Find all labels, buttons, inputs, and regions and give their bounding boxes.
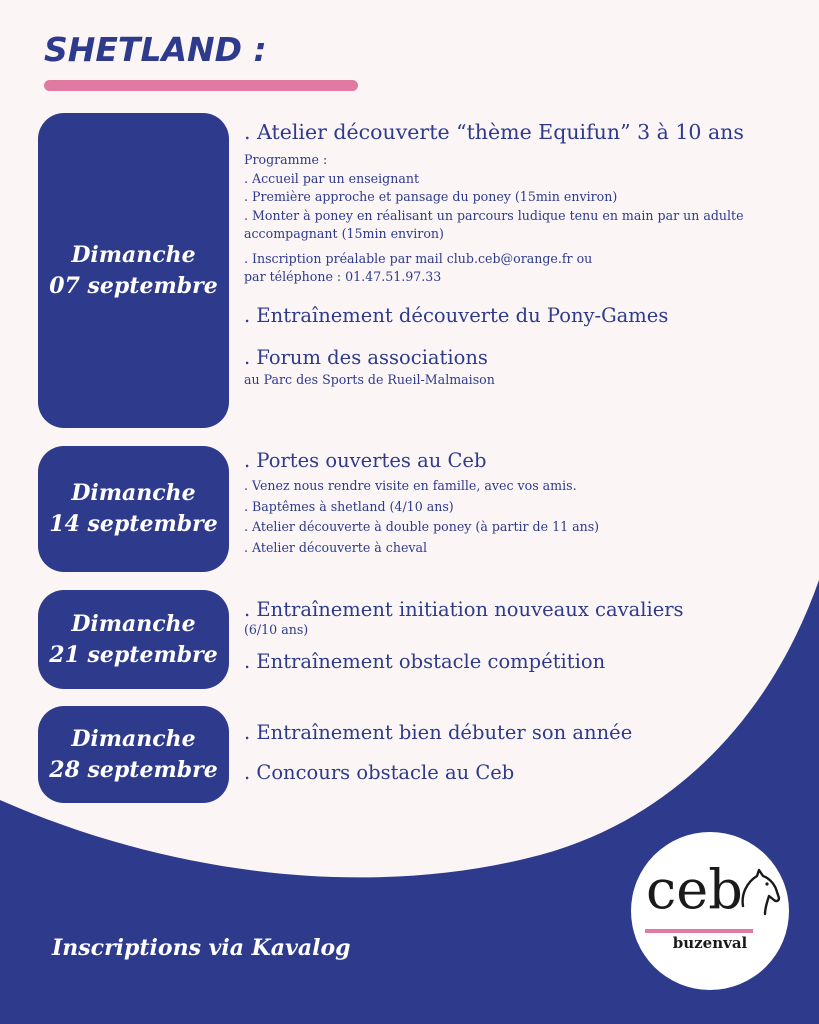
date-box-21-septembre <box>38 590 229 689</box>
event-line: . Venez nous rendre visite en famille, avec vos amis. <box>244 478 577 493</box>
page-title: SHETLAND : <box>44 30 267 69</box>
event-section-14-septembre <box>244 448 804 557</box>
concours-obstacle-title: . Concours obstacle au Ceb <box>244 761 515 784</box>
programme-label: Programme : <box>244 152 328 167</box>
date-day: Dimanche <box>71 725 196 752</box>
programme-item: . Première approche et pansage du poney (15min environ) <box>244 189 618 204</box>
event-line: . Atelier découverte à double poney (à partir de 11 ans) <box>244 519 600 534</box>
logo-wordmark: ceb <box>646 858 743 921</box>
inscription-text: . Inscription préalable par mail club.ceb@orange.fr ou <box>244 250 593 266</box>
horse-head-icon <box>737 866 783 916</box>
event-line: . Baptêmes à shetland (4/10 ans) <box>244 498 454 514</box>
footer-registration-text: Inscriptions via Kavalog <box>52 935 351 961</box>
date-day: Dimanche <box>71 241 196 268</box>
date-text: 21 septembre <box>49 641 218 668</box>
date-day: Dimanche <box>71 610 196 637</box>
initiation-age: (6/10 ans) <box>244 622 309 637</box>
forum-subtitle: au Parc des Sports de Rueil-Malmaison <box>244 371 495 387</box>
programme-item: . Accueil par un enseignant <box>244 170 420 186</box>
forum-title: . Forum des associations <box>244 345 488 369</box>
date-box-28-septembre <box>38 706 229 803</box>
date-text: 14 septembre <box>49 511 218 537</box>
programme-item: . Monter à poney en réalisant un parcours ludique tenu en main par un adulte accompagnant (15min environ) <box>244 207 744 241</box>
event-section-21-septembre <box>244 597 804 675</box>
date-text: 07 septembre <box>49 272 218 299</box>
event-line: . Atelier découverte à cheval <box>244 539 428 555</box>
date-box-14-septembre <box>38 446 229 572</box>
event-section-07-septembre <box>244 119 804 389</box>
obstacle-competition-title: . Entraînement obstacle compétition <box>244 650 606 673</box>
pony-games-title: . Entraînement découverte du Pony-Games <box>244 303 669 327</box>
date-text: 28 septembre <box>49 756 218 783</box>
title-underline <box>44 80 358 91</box>
atelier-title: . Atelier découverte “thème Equifun” 3 à 10 ans <box>244 120 744 144</box>
logo-subtitle: buzenval <box>672 934 748 952</box>
debuter-annee-title: . Entraînement bien débuter son année <box>244 721 633 744</box>
logo-underline <box>645 929 753 933</box>
event-section-28-septembre <box>244 720 804 786</box>
initiation-title: . Entraînement initiation nouveaux cavaliers <box>244 598 684 621</box>
date-box-07-septembre <box>38 113 229 428</box>
ceb-logo <box>631 832 789 990</box>
inscription-phone: par téléphone : 01.47.51.97.33 <box>244 269 442 284</box>
portes-ouvertes-title: . Portes ouvertes au Ceb <box>244 449 487 472</box>
date-day: Dimanche <box>71 480 196 506</box>
